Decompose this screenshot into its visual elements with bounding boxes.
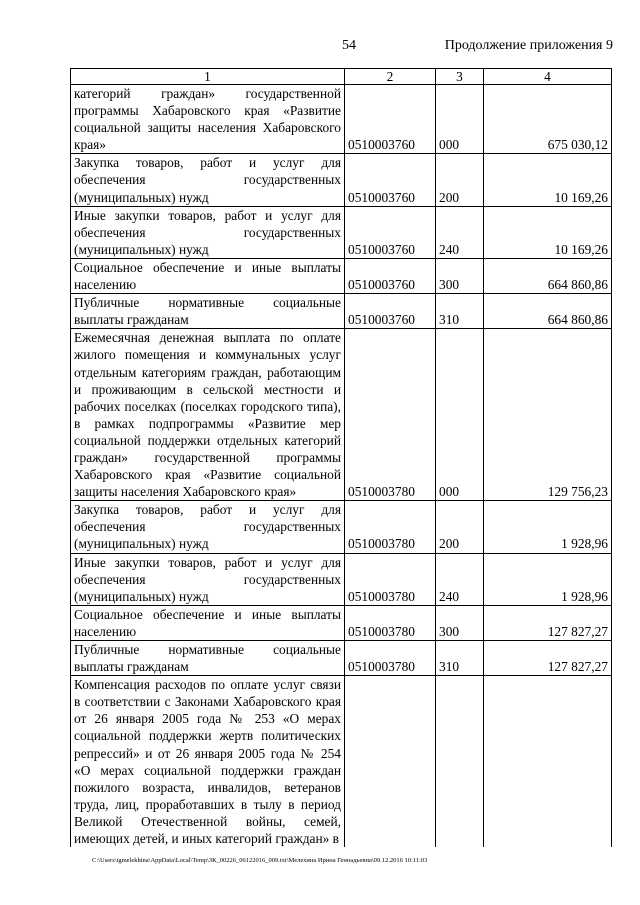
table-row xyxy=(71,85,612,154)
table-header-row xyxy=(71,69,612,85)
column-header: 1 xyxy=(71,69,345,85)
table-row xyxy=(71,294,612,329)
row-expense-type: 000 xyxy=(436,329,484,501)
row-description: Публичные нормативные социальные выплаты гражданам xyxy=(71,294,345,329)
row-description: Иные закупки товаров, работ и услуг для обеспечения государственных (муниципальных) нужд xyxy=(71,206,345,258)
row-expense-type: 310 xyxy=(436,641,484,676)
row-expense-type: 200 xyxy=(436,154,484,206)
row-expense-type: 000 xyxy=(436,85,484,154)
row-amount: 664 860,86 xyxy=(484,258,612,293)
table-row xyxy=(71,605,612,640)
row-expense-type: 240 xyxy=(436,553,484,605)
row-target-code: 0510003780 xyxy=(345,329,436,501)
row-description: категорий граждан» государственной программы Хабаровского края «Развитие социальной защиты населения Хабаровского края» xyxy=(71,85,345,154)
row-amount: 10 169,26 xyxy=(484,206,612,258)
row-expense-type: 200 xyxy=(436,501,484,553)
row-target-code: 0510003780 xyxy=(345,553,436,605)
column-header: 3 xyxy=(436,69,484,85)
row-target-code: 0510003760 xyxy=(345,85,436,154)
row-expense-type: 240 xyxy=(436,206,484,258)
row-amount xyxy=(484,676,612,847)
page-number: 54 xyxy=(342,38,356,53)
row-amount: 129 756,23 xyxy=(484,329,612,501)
row-expense-type: 300 xyxy=(436,605,484,640)
row-description: Закупка товаров, работ и услуг для обеспечения государственных (муниципальных) нужд xyxy=(71,154,345,206)
row-expense-type: 300 xyxy=(436,258,484,293)
row-expense-type: 310 xyxy=(436,294,484,329)
row-target-code: 0510003760 xyxy=(345,294,436,329)
table-row xyxy=(71,676,612,847)
table-row xyxy=(71,206,612,258)
row-target-code xyxy=(345,676,436,847)
row-target-code: 0510003760 xyxy=(345,154,436,206)
column-header: 4 xyxy=(484,69,612,85)
appendix-continuation-label: Продолжение приложения 9 xyxy=(444,38,613,53)
row-description: Социальное обеспечение и иные выплаты населению xyxy=(71,605,345,640)
row-amount: 664 860,86 xyxy=(484,294,612,329)
row-target-code: 0510003760 xyxy=(345,258,436,293)
budget-table xyxy=(70,68,612,847)
row-target-code: 0510003780 xyxy=(345,501,436,553)
row-amount: 10 169,26 xyxy=(484,154,612,206)
row-description: Ежемесячная денежная выплата по оплате жилого помещения и коммунальных услуг отдельным категориям граждан, работающим и проживающим в сельской местности и рабочих поселках (поселках городского типа), в рамках подпрограммы «Развитие мер социальной поддержки отдельных категорий граждан» государственной программы Хабаровского края «Развитие социальной защиты населения Хабаровского края» xyxy=(71,329,345,501)
table-row xyxy=(71,641,612,676)
row-amount: 1 928,96 xyxy=(484,553,612,605)
row-target-code: 0510003760 xyxy=(345,206,436,258)
table-row xyxy=(71,553,612,605)
table-row xyxy=(71,154,612,206)
row-description: Закупка товаров, работ и услуг для обеспечения государственных (муниципальных) нужд xyxy=(71,501,345,553)
table-row xyxy=(71,501,612,553)
row-description: Компенсация расходов по оплате услуг связи в соответствии с Законами Хабаровского края от 26 января 2005 года № 253 «О мерах социальной поддержки жертв политических репрессий» и от 26 января 2005 года № 254 «О мерах социальной поддержки граждан пожилого возраста, инвалидов, ветеранов труда, лиц, проработавших в тылу в период Великой Отечественной войны, семей, имеющих детей, и иных категорий граждан» в xyxy=(71,676,345,847)
row-amount: 1 928,96 xyxy=(484,501,612,553)
table-row xyxy=(71,329,612,501)
file-path-footer: C:\Users\igmelekhina\AppData\Local\Temp\ЗК_00226_06122016_009.txt\Мелехина Ирина Геннадьевна\09.12.2016 10:11:03 xyxy=(92,857,428,864)
row-target-code: 0510003780 xyxy=(345,641,436,676)
row-description: Социальное обеспечение и иные выплаты населению xyxy=(71,258,345,293)
row-target-code: 0510003780 xyxy=(345,605,436,640)
row-amount: 675 030,12 xyxy=(484,85,612,154)
table-row xyxy=(71,258,612,293)
row-expense-type xyxy=(436,676,484,847)
row-description: Иные закупки товаров, работ и услуг для обеспечения государственных (муниципальных) нужд xyxy=(71,553,345,605)
column-header: 2 xyxy=(345,69,436,85)
row-amount: 127 827,27 xyxy=(484,641,612,676)
row-amount: 127 827,27 xyxy=(484,605,612,640)
row-description: Публичные нормативные социальные выплаты гражданам xyxy=(71,641,345,676)
